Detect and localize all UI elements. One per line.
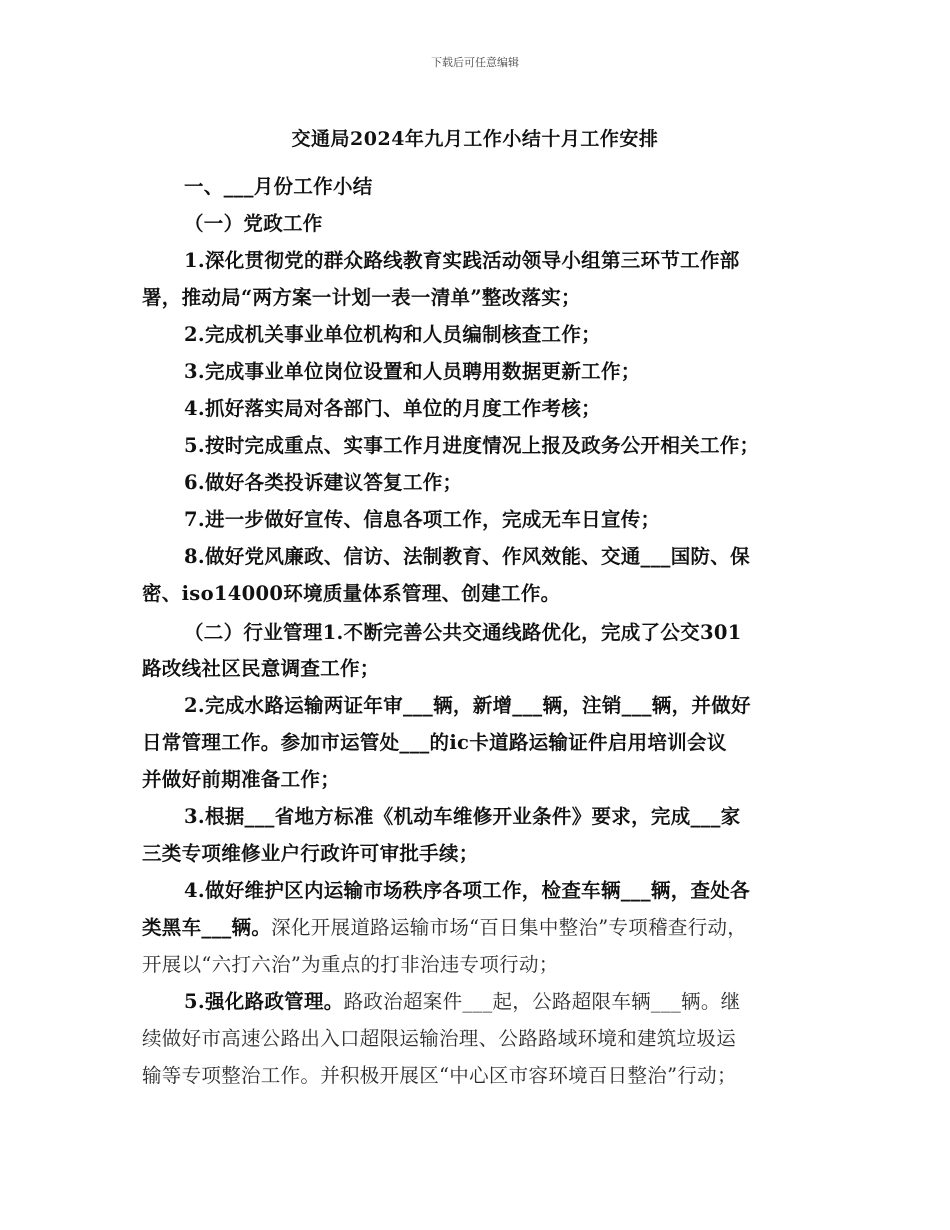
- paragraph-line: 2.完成水路运输两证年审___辆，新增___辆，注销___辆，并做好: [184, 694, 751, 717]
- paragraph-line: 开展以“六打六治”为重点的打非治违专项行动；: [142, 953, 559, 976]
- paragraph-line: 7.进一步做好宣传、信息各项工作，完成无车日宣传；: [184, 508, 661, 531]
- document-title: 交通局2024年九月工作小结十月工作安排: [291, 128, 659, 150]
- paragraph-line: [142, 915, 747, 941]
- subsection-heading: （一）党政工作: [184, 212, 323, 235]
- section-heading: 一、___月份工作小结: [184, 175, 373, 198]
- paragraph-line: 路改线社区民意调查工作；: [142, 657, 380, 680]
- paragraph-line: 5.按时完成重点、实事工作月进度情况上报及政务公开相关工作；: [184, 434, 760, 457]
- bold-span: 类黑车___辆。: [142, 916, 272, 939]
- paragraph-line: （二）行业管理1.不断完善公共交通线路优化，完成了公交301: [184, 621, 742, 644]
- bold-span: 5.强化路政管理。: [184, 990, 344, 1013]
- paragraph-line: 8.做好党风廉政、信访、法制教育、作风效能、交通___国防、保: [184, 545, 750, 568]
- paragraph-line: 3.完成事业单位岗位设置和人员聘用数据更新工作；: [184, 360, 641, 383]
- paragraph-line: 三类专项维修业户行政许可审批手续；: [142, 842, 479, 865]
- paragraph-line: 2.完成机关事业单位机构和人员编制核查工作；: [184, 323, 601, 346]
- paragraph-line: 4.抓好落实局对各部门、单位的月度工作考核；: [184, 397, 601, 420]
- paragraph-line: 并做好前期准备工作；: [142, 768, 341, 791]
- page-header: 下载后可任意编辑: [431, 56, 519, 69]
- paragraph-line: 署，推动局“两方案一计划一表一清单”整改落实；: [142, 286, 581, 309]
- paragraph-line: 日常管理工作。参加市运管处___的ic卡道路运输证件启用培训会议: [142, 731, 727, 754]
- paragraph-line: 输等专项整治工作。并积极开展区“中心区市容环境百日整治”行动；: [142, 1064, 737, 1087]
- paragraph-line: [184, 989, 740, 1015]
- light-span: 深化开展道路运输市场“百日集中整治”专项稽查行动，: [271, 916, 748, 939]
- paragraph-line: 续做好市高速公路出入口超限运输治理、公路路域环境和建筑垃圾运: [142, 1027, 737, 1050]
- paragraph-line: 6.做好各类投诉建议答复工作；: [184, 471, 463, 494]
- paragraph-line: 3.根据___省地方标准《机动车维修开业条件》要求，完成___家: [184, 805, 741, 828]
- paragraph-line: 4.做好维护区内运输市场秩序各项工作，检查车辆___辆，查处各: [184, 879, 750, 902]
- paragraph-line: 密、iso14000环境质量体系管理、创建工作。: [142, 582, 561, 605]
- light-span: 路政治超案件___起，公路超限车辆___辆。继: [343, 990, 741, 1013]
- paragraph-line: 1.深化贯彻党的群众路线教育实践活动领导小组第三环节工作部: [184, 249, 740, 272]
